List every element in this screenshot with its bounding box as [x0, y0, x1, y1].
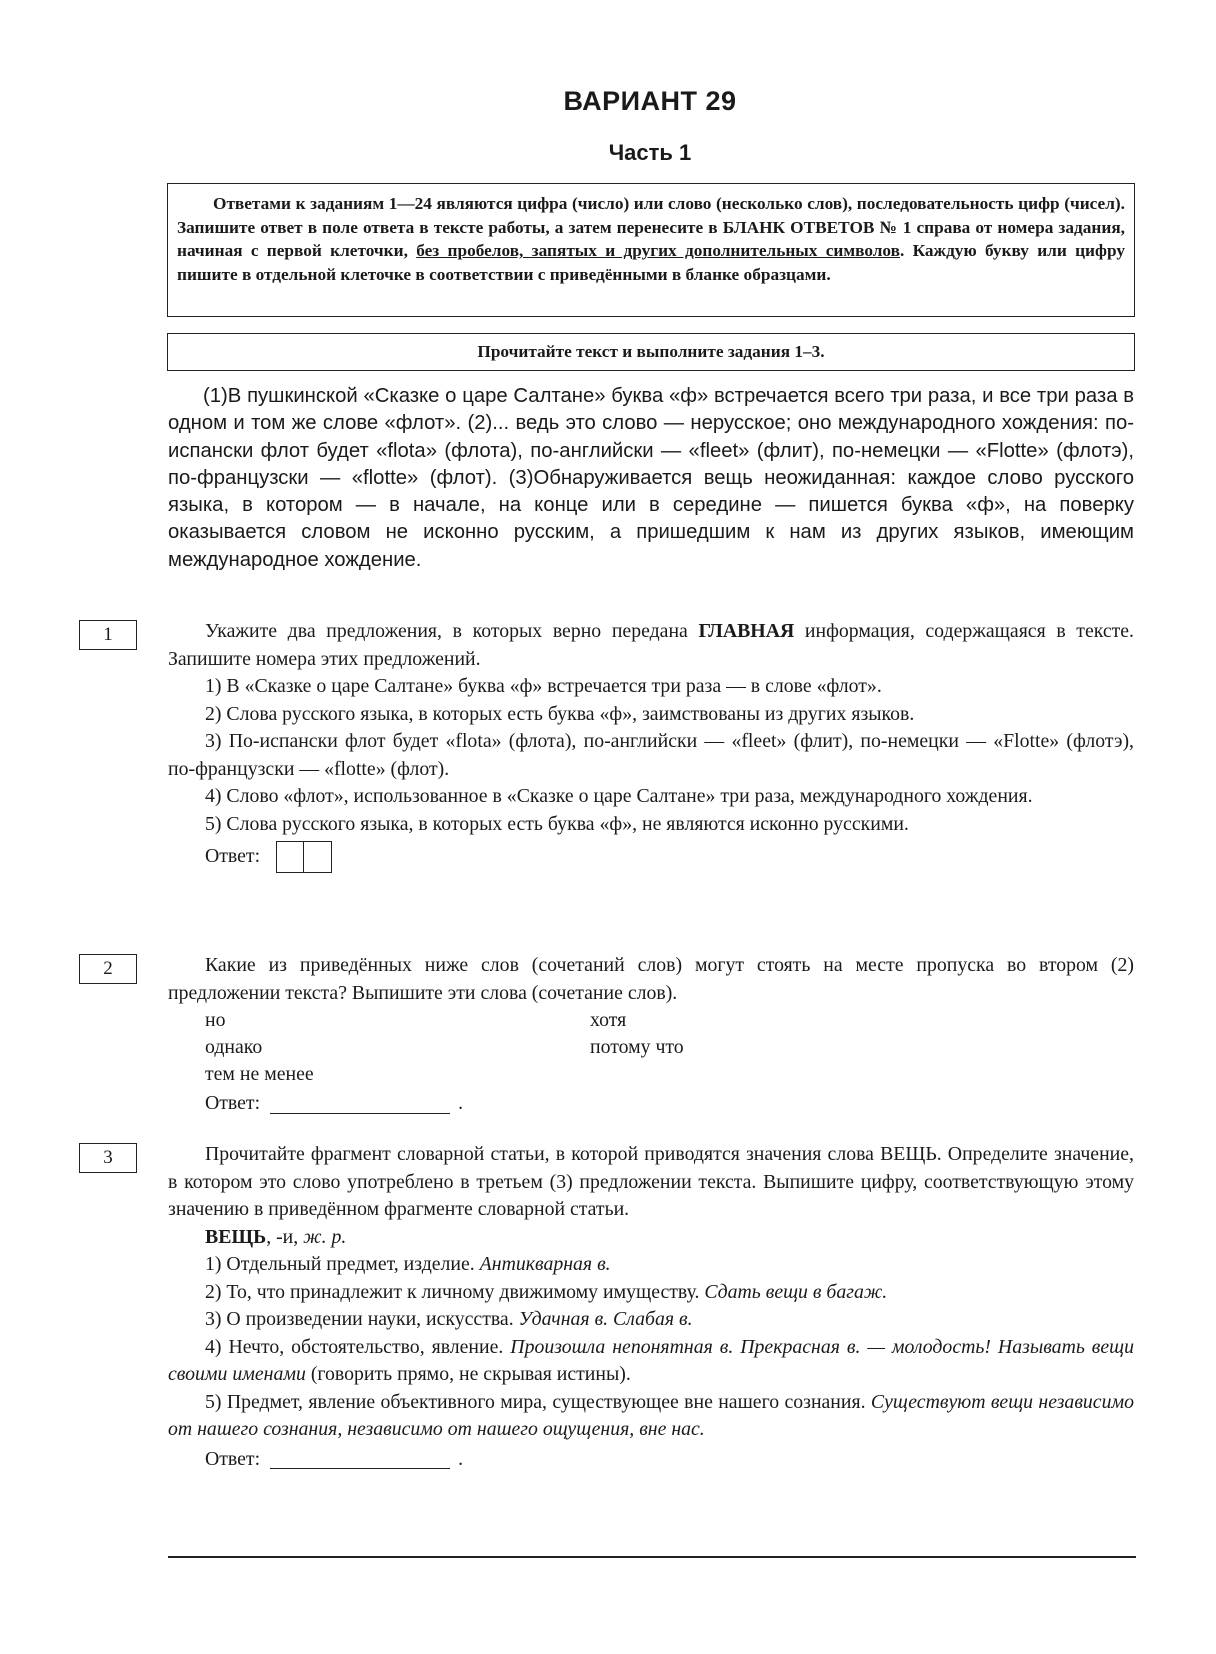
passage-text: (1)В пушкинской «Сказке о царе Салтане» буква «ф» встречается всего три раза, и все три раза в одном и том же слове «флот». (2)... ведь это слово — нерусское; оно международного хождения: по-испански флот будет «flota» (флота), по-английски — «fleet» (флит), по-немецки — «Flotte» (флотэ), по-французски — «flotte» (флот). (3)Обнаруживается вещь неожиданная: каждое слово русского языка, в котором — в начале, на конце или в середине — пишется буква «ф», на поверку оказывается словом не исконно русским, а пришедшим к нам из других языков, имеющим международное хождение.: [168, 385, 1134, 571]
bottom-divider: [168, 1556, 1136, 1558]
meaning-definition: Отдельный предмет, изделие.: [221, 1253, 480, 1275]
task-2: [168, 952, 1134, 1119]
answer-end: .: [458, 1447, 464, 1470]
task-number-2: 2: [79, 954, 137, 984]
word-option: потому что: [590, 1036, 684, 1058]
read-prompt-box: Прочитайте текст и выполните задания 1–3.: [167, 333, 1135, 371]
entry-grammar: , -и,: [266, 1225, 304, 1248]
instruction-underlined: без пробелов, запятых и других дополнительных символов: [416, 241, 900, 261]
task-1-stem-bold: ГЛАВНАЯ: [698, 620, 795, 642]
meaning-number: 2): [205, 1280, 222, 1303]
task-1: [168, 618, 1134, 876]
meaning-example: Существуют вещи независимо от нашего сознания, независимо от нашего ощущения, вне нас.: [168, 1390, 1134, 1440]
meaning-definition: О произведении науки, искусства.: [221, 1308, 519, 1330]
entry-gender: ж. р.: [303, 1225, 347, 1248]
meaning-number: 5): [205, 1390, 222, 1413]
instruction-text: [177, 192, 1125, 286]
answer-label: Ответ:: [205, 1447, 261, 1470]
word-option: но: [205, 1009, 226, 1031]
task-2-word-list: [168, 1007, 1134, 1089]
answer-cell[interactable]: [304, 841, 332, 873]
task-1-answer-row: [168, 838, 1134, 876]
instruction-box: [167, 183, 1135, 317]
answer-cell[interactable]: [276, 841, 304, 873]
word-option: хотя: [590, 1009, 627, 1031]
meaning-definition: Предмет, явление объективного мира, существующее вне нашего сознания.: [221, 1390, 871, 1413]
meaning-tail: (говорить прямо, не скрывая истины).: [305, 1363, 631, 1385]
dictionary-meaning: [168, 1251, 1134, 1279]
meaning-number: 3): [205, 1308, 222, 1330]
task-1-stem: [168, 618, 1134, 673]
task-3-stem: Прочитайте фрагмент словарной статьи, в которой приводятся значения слова ВЕЩЬ. Определите значение, в котором это слово употреблено в третьем (3) предложении текста. Выпишите цифру, соответствующую этому значению в приведённом фрагменте словарной статьи.: [168, 1143, 1134, 1220]
variant-title: ВАРИАНТ 29: [563, 86, 737, 116]
meaning-example: Произошла непонятная в. Прекрасная в. — молодость! Называть вещи своими именами: [168, 1335, 1134, 1385]
instruction-text-part: . Каждую букву или цифру пишите в отдельной клеточке в соответствии с приведёнными в бланке образцами.: [177, 241, 1125, 284]
instruction-text-part: Ответами к заданиям 1—24 являются цифра (число) или слово (несколько слов), последовательность цифр (чисел). Запишите ответ в поле ответа в тексте работы, а затем перенесите в БЛАНК ОТВЕТОВ № 1 справа от номера задания, начиная с первой клеточки,: [177, 194, 1125, 261]
task-1-stem-text: информация, содержащаяся в тексте. Запишите номера этих предложений.: [168, 620, 1134, 670]
meaning-example: Антикварная в.: [479, 1253, 611, 1275]
task-2-answer-field[interactable]: [270, 1095, 450, 1114]
meaning-definition: То, что принадлежит к личному движимому имуществу.: [221, 1280, 705, 1303]
task-1-option: 5) Слова русского языка, в которых есть буква «ф», не являются исконно русскими.: [205, 812, 909, 835]
meaning-example: Сдать вещи в багаж.: [704, 1280, 888, 1303]
part-title: Часть 1: [608, 140, 692, 165]
entry-word: ВЕЩЬ: [205, 1225, 267, 1248]
reading-passage: [168, 383, 1134, 574]
task-number-3: 3: [79, 1143, 137, 1173]
task-1-option: 2) Слова русского языка, в которых есть буква «ф», заимствованы из других языков.: [205, 702, 915, 725]
task-2-answer-row: [168, 1089, 1134, 1119]
task-3: [168, 1141, 1134, 1476]
dictionary-entry-head: [168, 1224, 1134, 1252]
task-1-stem-text: Укажите два предложения, в которых верно передана: [205, 620, 699, 642]
dictionary-meaning: [168, 1279, 1134, 1307]
answer-end: .: [458, 1092, 464, 1115]
meaning-example: Удачная в. Слабая в.: [518, 1308, 693, 1330]
answer-label: Ответ:: [205, 1092, 261, 1115]
task-1-option: 1) В «Сказке о царе Салтане» буква «ф» встречается три раза — в слове «флот».: [205, 675, 882, 697]
dictionary-meaning: [168, 1389, 1134, 1444]
meaning-number: 1): [205, 1253, 222, 1275]
task-2-stem: Какие из приведённых ниже слов (сочетаний слов) могут стоять на месте пропуска во втором (2) предложении текста? Выпишите эти слова (сочетание слов).: [168, 954, 1134, 1004]
dictionary-meaning: [168, 1306, 1134, 1334]
dictionary-meaning: [168, 1334, 1134, 1389]
meaning-number: 4): [205, 1335, 222, 1358]
task-number-1: 1: [79, 620, 137, 650]
task-1-option: 3) По-испански флот будет «flota» (флота), по-английски — «fleet» (флит), по-немецки — «Flotte» (флотэ), по-французски — «flotte» (флот).: [168, 730, 1134, 780]
word-option: тем не менее: [205, 1063, 314, 1085]
meaning-definition: Нечто, обстоятельство, явление.: [221, 1335, 511, 1358]
word-option: однако: [205, 1036, 263, 1058]
task-3-answer-field[interactable]: [270, 1450, 450, 1469]
task-1-answer-cells[interactable]: [276, 841, 332, 873]
task-1-option: 4) Слово «флот», использованное в «Сказке о царе Салтане» три раза, международного хождения.: [205, 785, 1033, 807]
task-3-answer-row: [168, 1444, 1134, 1476]
answer-label: Ответ:: [205, 845, 261, 868]
